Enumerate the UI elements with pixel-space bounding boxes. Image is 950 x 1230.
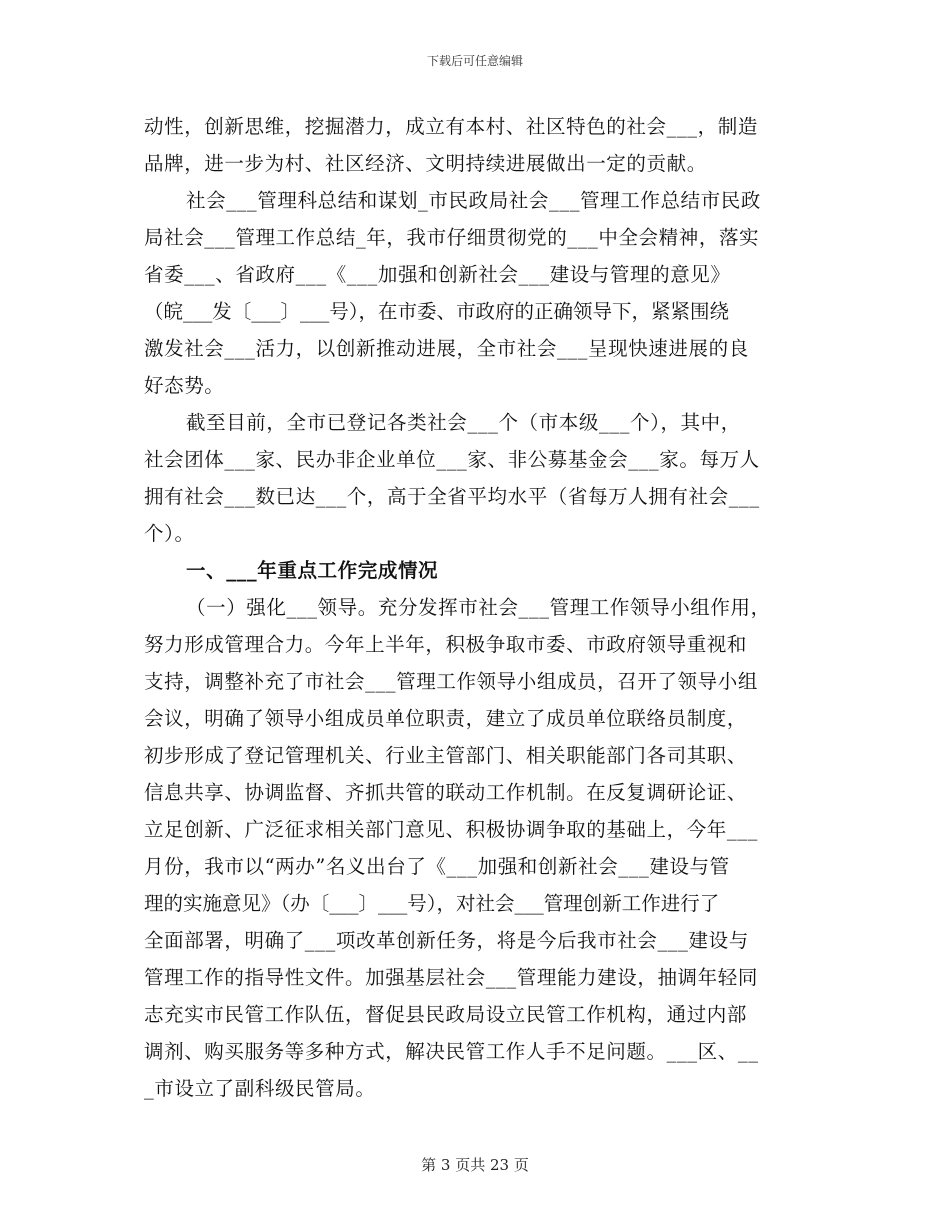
- text-line: 支持，调整补充了市社会___管理工作领导小组成员，召开了领导小组: [144, 670, 758, 693]
- text-line: 信息共享、协调监督、齐抓共管的联动工作机制。在反复调研论证、: [144, 781, 748, 804]
- section-heading: 一、___年重点工作完成情况: [186, 559, 439, 582]
- text-line: 省委___、省政府___《___加强和创新社会___建设与管理的意见》: [144, 263, 731, 286]
- text-line: 理的实施意见》（办〔___〕___号），对社会___管理创新工作进行了: [144, 892, 720, 915]
- text-line: 社会团体___家、民办非企业单位___家、非公募基金会___家。每万人: [144, 448, 760, 471]
- text-line: 初步形成了登记管理机关、行业主管部门、相关职能部门各司其职、: [144, 744, 748, 767]
- text-line: （皖___发〔___〕___号），在市委、市政府的正确领导下，紧紧围绕: [144, 300, 730, 323]
- text-line: 社会___管理科总结和谋划_市民政局社会___管理工作总结市民政: [186, 189, 761, 212]
- text-line: 激发社会___活力，以创新推动进展，全市社会___呈现快速进展的良: [144, 337, 749, 360]
- text-line: 月份，我市以“两办”名义出台了《___加强和创新社会___建设与管: [144, 855, 730, 878]
- text-line: 动性，创新思维，挖掘潜力，成立有本村、社区特色的社会___，制造: [144, 115, 758, 138]
- page-footer: 第 3 页共 23 页: [421, 1156, 529, 1174]
- text-line: 全面部署，明确了___项改革创新任务，将是今后我市社会___建设与: [144, 929, 749, 952]
- text-line: 好态势。: [144, 374, 225, 397]
- text-line: 志充实市民管工作队伍，督促县民政局设立民管工作机构，通过内部: [144, 1003, 748, 1026]
- text-line: _市设立了副科级民管局。: [144, 1077, 376, 1100]
- text-line: 立足创新、广泛征求相关部门意见、积极协调争取的基础上，今年___: [144, 818, 758, 841]
- page-header: 下载后可任意编辑: [426, 54, 523, 68]
- text-line: 局社会___管理工作总结_年，我市仔细贯彻党的___中全会精神，落实: [144, 226, 760, 249]
- text-line: 个）。: [144, 522, 195, 545]
- document-body: [144, 108, 808, 1107]
- text-line: 会议，明确了领导小组成员单位职责，建立了成员单位联络员制度，: [144, 707, 748, 730]
- text-line: 拥有社会___数已达___个，高于全省平均水平（省每万人拥有社会___: [144, 485, 760, 508]
- text-line: 截至目前，全市已登记各类社会___个（市本级___个），其中，: [186, 411, 741, 434]
- text-line: 调剂、购买服务等多种方式，解决民管工作人手不足问题。___区、__: [144, 1040, 759, 1063]
- text-line: （一）强化___领导。充分发挥市社会___管理工作领导小组作用，: [186, 596, 771, 619]
- text-line: 管理工作的指导性文件。加强基层社会___管理能力建设，抽调年轻同: [144, 966, 758, 989]
- text-line: 努力形成管理合力。今年上半年，积极争取市委、市政府领导重视和: [144, 633, 748, 656]
- text-line: 品牌，进一步为村、社区经济、文明持续进展做出一定的贡献。: [144, 152, 707, 175]
